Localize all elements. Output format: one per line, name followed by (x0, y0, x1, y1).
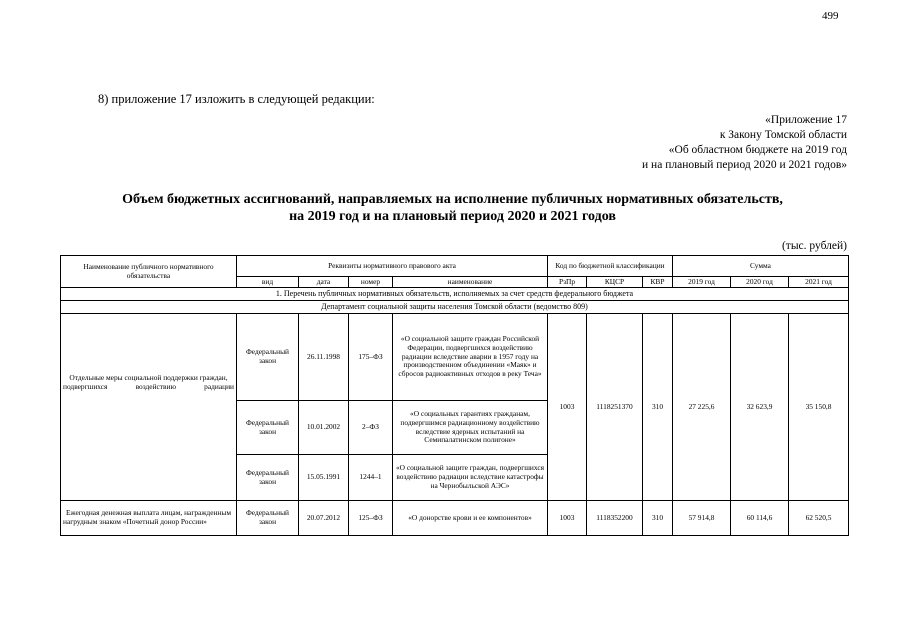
department-heading: Департамент социальной защиты населения Томской области (ведомство 809) (61, 301, 849, 314)
act-date-cell: 10.01.2002 (299, 401, 349, 455)
header-kvr: КВР (643, 277, 673, 288)
table-row (61, 501, 849, 536)
annex-line: к Закону Томской области (719, 129, 847, 141)
header-sum: Сумма (673, 256, 849, 277)
intro-text: 8) приложение 17 изложить в следующей редакции: (98, 92, 375, 106)
obligation-cell: Ежегодная денежная выплата лицам, награжденным нагрудным знаком «Почетный донор России» (61, 501, 237, 536)
header-2021: 2021 год (789, 277, 849, 288)
annex-line: «Об областном бюджете на 2019 год (668, 144, 847, 156)
kcsr-cell: 1118251370 (587, 314, 643, 501)
kcsr-cell: 1118352200 (587, 501, 643, 536)
sum-2021-cell: 35 150,8 (789, 314, 849, 501)
annex-line: и на плановый период 2020 и 2021 годов» (642, 159, 847, 171)
act-type-cell: Федеральный закон (237, 501, 299, 536)
sum-2020-cell: 60 114,6 (731, 501, 789, 536)
obligations-table (60, 255, 849, 536)
rzpr-cell: 1003 (548, 314, 587, 501)
act-date-cell: 15.05.1991 (299, 455, 349, 501)
title-line: на 2019 год и на плановый период 2020 и 2021 годов (289, 209, 616, 224)
title-line: Объем бюджетных ассигнований, направляемых на исполнение публичных нормативных обязательств, (122, 192, 783, 207)
act-date-cell: 26.11.1998 (299, 314, 349, 401)
annex-line: «Приложение 17 (765, 114, 847, 126)
header-2020: 2020 год (731, 277, 789, 288)
act-name-cell: «О донорстве крови и ее компонентов» (393, 501, 548, 536)
sum-2019-cell: 27 225,6 (673, 314, 731, 501)
obligation-cell: Отдельные меры социальной поддержки граждан, подвергшихся воздействию радиации (61, 314, 237, 501)
act-number-cell: 1244–1 (349, 455, 393, 501)
header-code: Код по бюджетной классификации (548, 256, 673, 277)
section-heading: 1. Перечень публичных нормативных обязательств, исполняемых за счет средств федерального бюджета (61, 288, 849, 301)
document-title (0, 191, 905, 225)
kvr-cell: 310 (643, 501, 673, 536)
annex-reference (642, 113, 847, 173)
act-type-cell: Федеральный закон (237, 401, 299, 455)
act-number-cell: 175–ФЗ (349, 314, 393, 401)
rzpr-cell: 1003 (548, 501, 587, 536)
kvr-cell: 310 (643, 314, 673, 501)
act-type-cell: Федеральный закон (237, 455, 299, 501)
sum-2021-cell: 62 520,5 (789, 501, 849, 536)
act-name-cell: «О социальной защите граждан Российской Федерации, подвергшихся воздействию радиации вследствие аварии в 1957 году на производственном объединении «Маяк» и сбросов радиоактивных отходов в реку Теча» (393, 314, 548, 401)
act-number-cell: 125–ФЗ (349, 501, 393, 536)
page-number: 499 (822, 10, 839, 22)
header-obligation: Наименование публичного нормативного обязательства (61, 256, 237, 288)
act-number-cell: 2–ФЗ (349, 401, 393, 455)
header-number: номер (349, 277, 393, 288)
act-name-cell: «О социальной защите граждан, подвергшихся воздействию радиации вследствие катастрофы на Чернобыльской АЭС» (393, 455, 548, 501)
sum-2020-cell: 32 623,9 (731, 314, 789, 501)
table-row (61, 314, 849, 401)
header-rzpr: РзПр (548, 277, 587, 288)
sum-2019-cell: 57 914,8 (673, 501, 731, 536)
header-date: дата (299, 277, 349, 288)
act-name-cell: «О социальных гарантиях гражданам, подвергшимся радиационному воздействию вследствие ядерных испытаний на Семипалатинском полигоне» (393, 401, 548, 455)
header-name: наименование (393, 277, 548, 288)
header-act: Реквизиты нормативного правового акта (237, 256, 548, 277)
act-date-cell: 20.07.2012 (299, 501, 349, 536)
header-vid: вид (237, 277, 299, 288)
units-label: (тыс. рублей) (781, 240, 847, 252)
header-kcsr: КЦСР (587, 277, 643, 288)
header-2019: 2019 год (673, 277, 731, 288)
act-type-cell: Федеральный закон (237, 314, 299, 401)
